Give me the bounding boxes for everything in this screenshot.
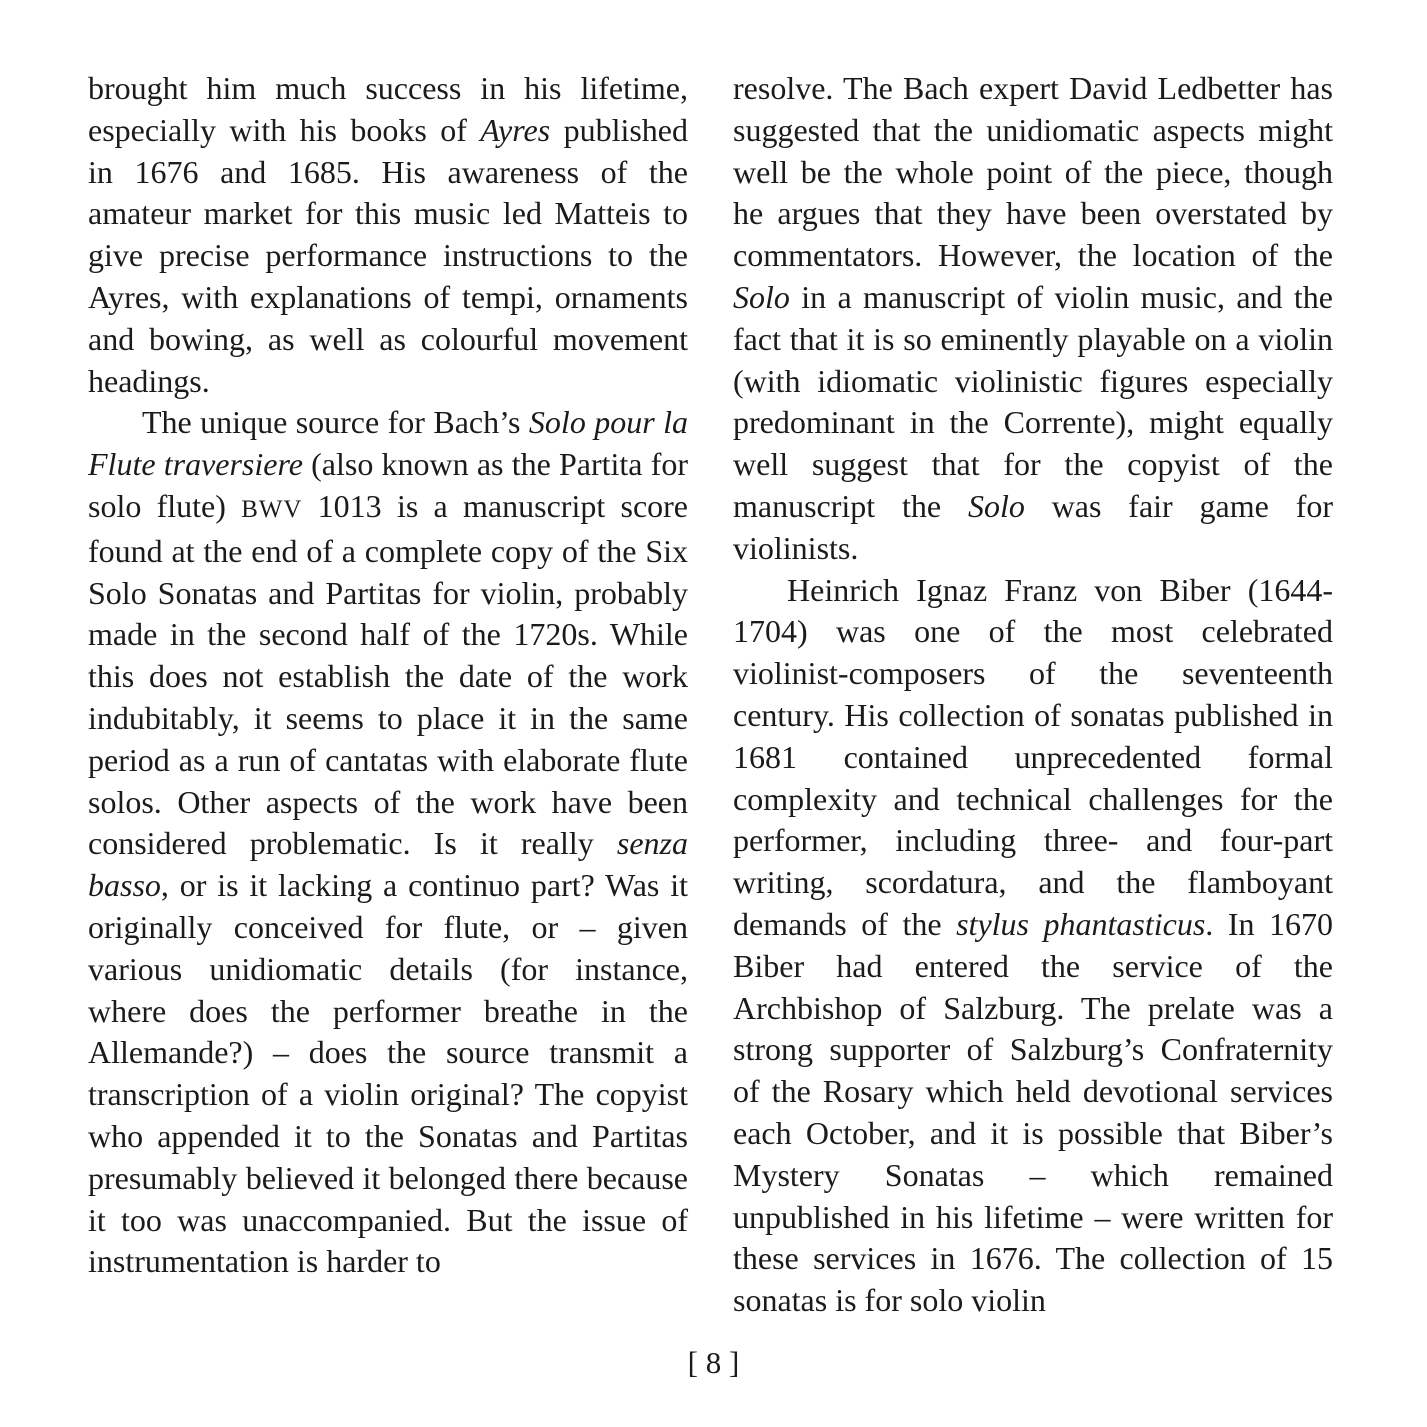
text-run: in a manuscript of violin music, and the fact that it is so eminently playable on a violin (with idiomatic violinistic figures especially predominant in the Corrente), might equally well suggest that for the copyist of the manuscript the [733,278,1333,524]
text-run: brought him much success in his lifetime, especially with his books of [88,70,688,148]
paragraph [88,68,688,402]
page-number: [ 8 ] [687,1345,740,1380]
text-run: Heinrich Ignaz Franz von Biber (1644-1704) was one of the most celebrated violinist-composers of the seventeenth century. His collection of sonatas published in 1681 contained unprecedented formal complexity and technical challenges for the performer, including three- and four-part writing, scordatura, and the flamboyant demands of the [733,571,1333,942]
paragraph [733,68,1333,570]
italic-text-run: stylus phantasticus [956,905,1206,942]
text-run: was fair game for violinists. [733,487,1334,566]
text-run: (also known as the Partita for solo flute) [88,446,689,524]
italic-text-run: Solo pour la Flute traversiere [88,404,689,483]
smallcaps-text-run: BWV [241,495,303,523]
italic-text-run: Solo [967,487,1025,524]
text-run: . In 1670 Biber had entered the service of the Archbishop of Salzburg. The prelate was a strong supporter of Salzburg’s Confraternity of the Rosary which held devotional services each October, and it is possible that Biber’s Mystery Sonatas – which remained unpublished in his lifetime – were written for these services in 1676. The collection of 15 sonatas is for solo violin [733,905,1334,1319]
text-run: , or is it lacking a continuo part? Was it originally conceived for flute, or – given various unidiomatic details (for instance, where does the performer breathe in the Allemande?) – does the source transmit a transcription of a violin original? The copyist who appended it to the Sonatas and Partitas presumably believed it belonged there because it too was unaccompanied. But the issue of instrumentation is harder to [88,867,688,1280]
text-run: 1013 is a manuscript score found at the end of a complete copy of the Six Solo Sonatas and Partitas for violin, probably made in the second half of the 1720s. While this does not establish the date of the work indubitably, it seems to place it in the same period as a run of cantatas with elaborate flute solos. Other aspects of the work have been considered problematic. Is it really [88,487,689,862]
text-columns [88,68,1333,1322]
text-run: The unique source for Bach’s [142,404,529,441]
italic-text-run: Ayres [480,111,551,148]
italic-text-run: senza basso [88,825,688,904]
text-run: resolve. The Bach expert David Ledbetter has suggested that the unidiomatic aspects might well be the whole point of the piece, though he argues that they have been overstated by commentators. However, the location of the [733,70,1333,274]
paragraph [88,402,688,1283]
text-column-left [88,68,688,1322]
paragraph [733,570,1333,1322]
text-run: published in 1676 and 1685. His awareness of the amateur market for this music led Matteis to give precise performance instructions to the Ayres, with explanations of tempi, ornaments and bowing, as well as colourful movement headings. [88,111,689,399]
italic-text-run: Solo [733,278,790,315]
text-column-right [733,68,1333,1322]
